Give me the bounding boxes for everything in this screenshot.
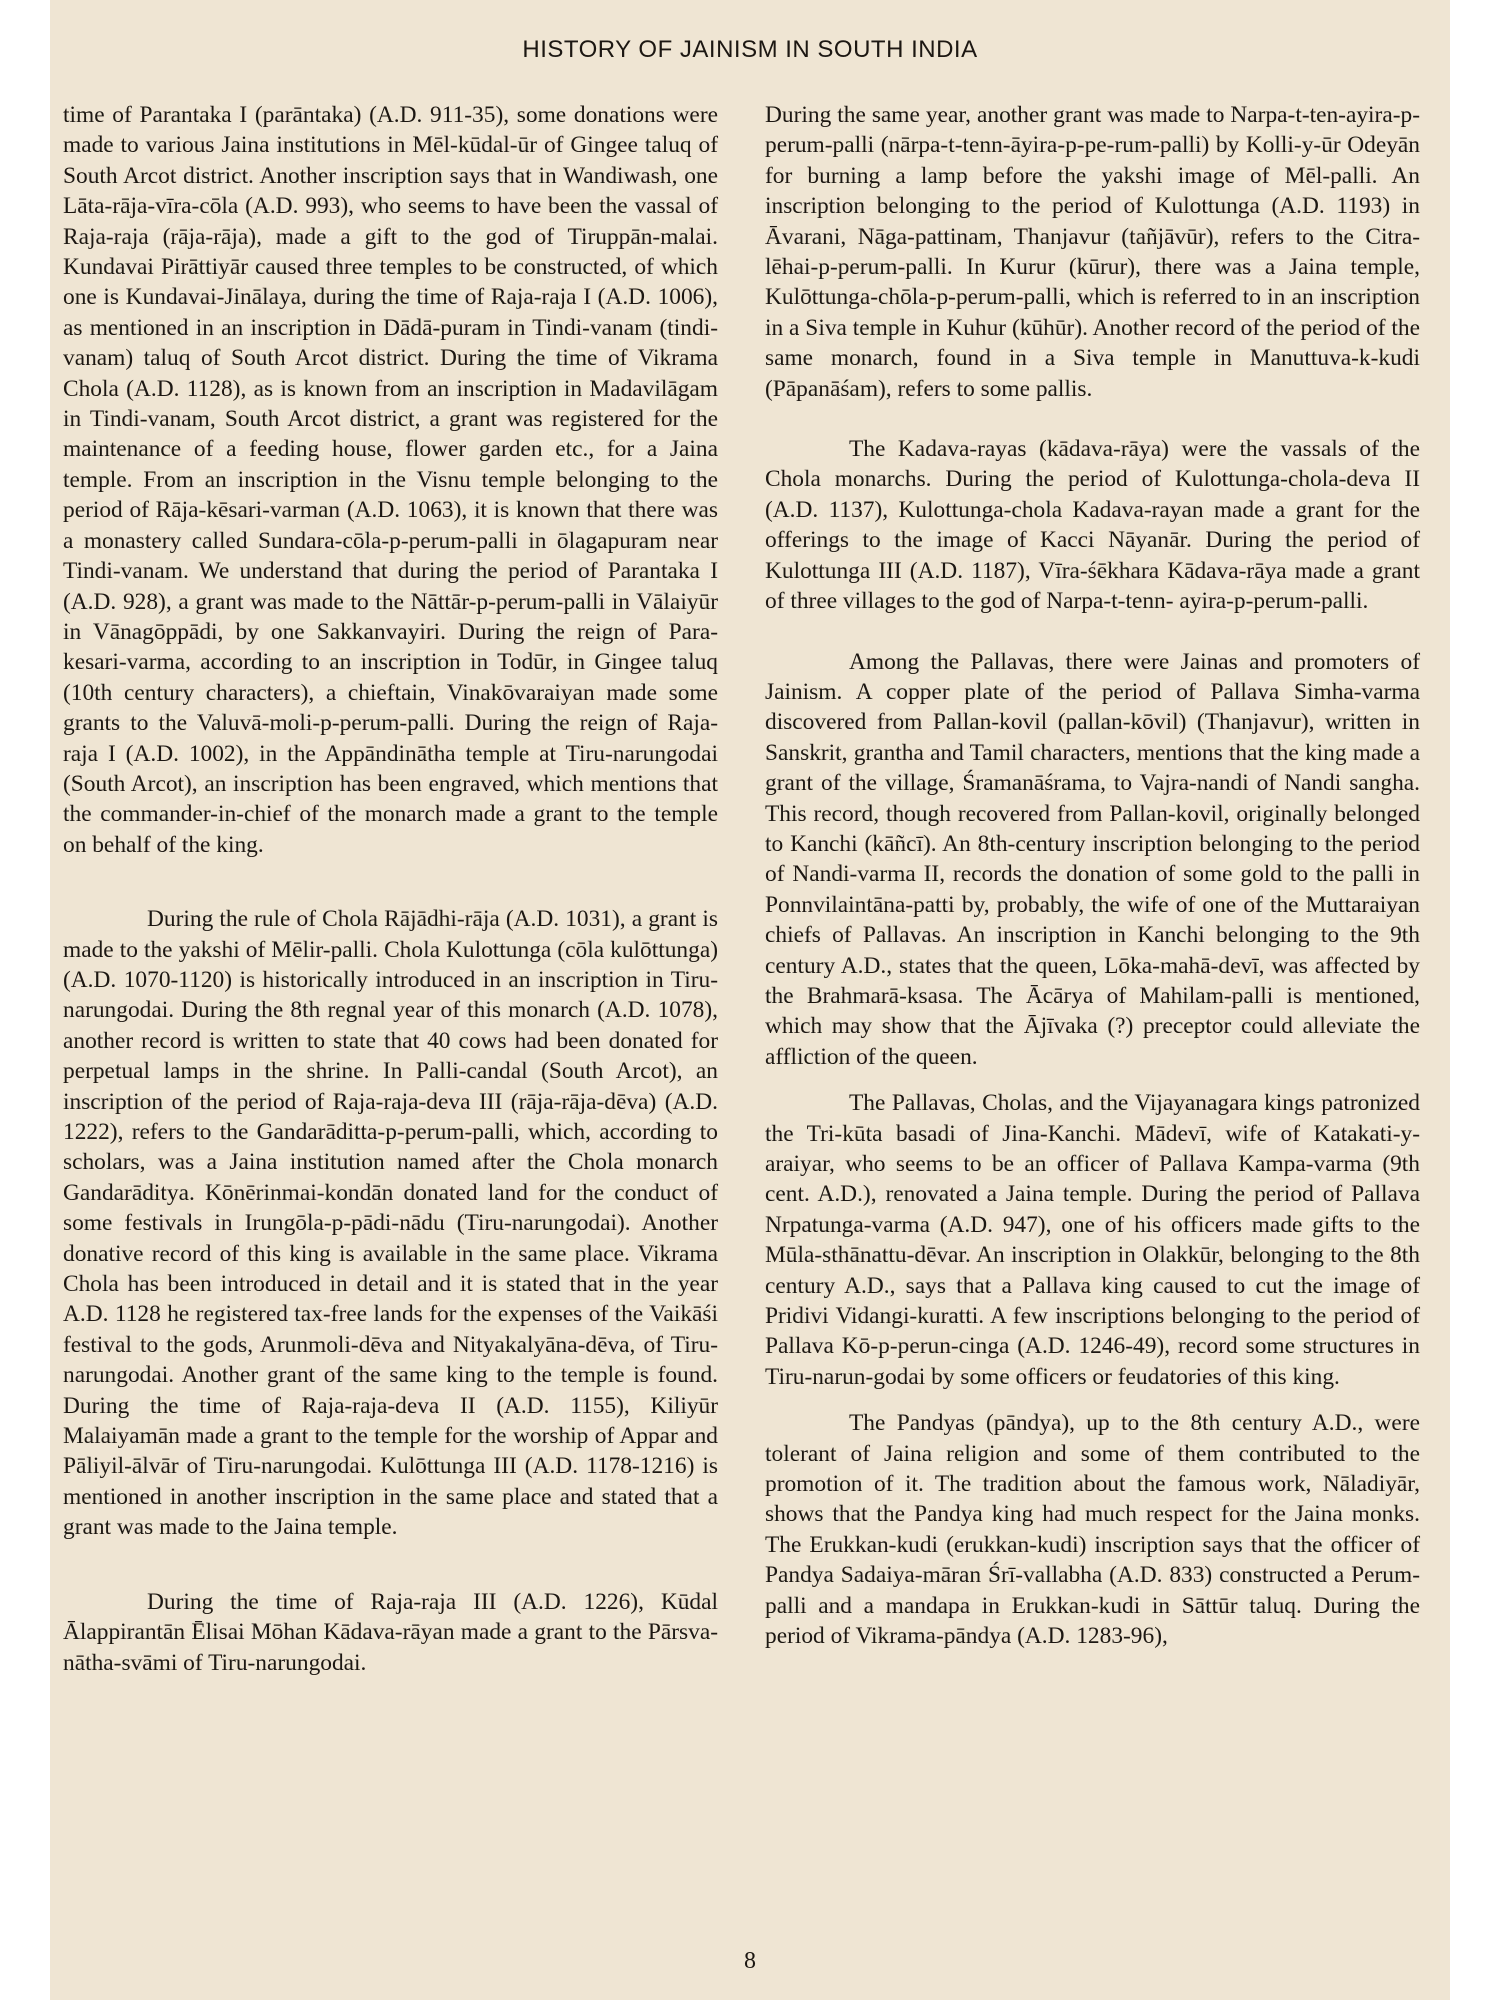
page-number: 8 bbox=[744, 1948, 756, 1974]
paragraph: time of Parantaka I (parāntaka) (A.D. 911-35), some donations were made to various Jaina institutions in Mēl-kūdal-ūr of Gingee taluq of South Arcot district. Another inscription says that in Wandiwash, one Lāta-rāja-vīra-cōla (A.D. 993), who seems to have been the vassal of Raja-raja (rāja-rāja), made a gift to the god of Tiruppān-malai. Kundavai Pirāttiyār caused three temples to be constructed, of which one is Kundavai-Jinālaya, during the time of Raja-raja I (A.D. 1006), as mentioned in an inscription in Dādā-puram in Tindi-vanam (tindi-vanam) taluq of South Arcot district. During the time of Vikrama Chola (A.D. 1128), as is known from an inscription in Madavilāgam in Tindi-vanam, South Arcot district, a grant was registered for the maintenance of a feeding house, flower garden etc., for a Jaina temple. From an inscription in the Visnu temple belonging to the period of Rāja-kēsari-varman (A.D. 1063), it is known that there was a monastery called Sundara-cōla-p-perum-palli in ōlagapuram near Tindi-vanam. We understand that during the period of Parantaka I (A.D. 928), a grant was made to the Nāttār-p-perum-palli in Vālaiyūr in Vānagōppādi, by one Sakkanvayiri. During the reign of Para-kesari-varma, according to an inscription in Todūr, in Gingee taluq (10th century characters), a chieftain, Vinakōvaraiyan made some grants to the Valuvā-moli-p-perum-palli. During the reign of Raja-raja I (A.D. 1002), in the Appāndinātha temple at Tiru-narungodai (South Arcot), an inscription has been engraved, which mentions that the commander-in-chief of the monarch made a grant to the temple on behalf of the king. bbox=[63, 102, 718, 858]
paragraph: During the rule of Chola Rājādhi-rāja (A.D. 1031), a grant is made to the yakshi of Mēlir-palli. Chola Kulottunga (cōla kulōttunga) (A.D. 1070-1120) is historically introduced in an inscription in Tiru-narungodai. During the 8th regnal year of this monarch (A.D. 1078), another record is written to state that 40 cows had been donated for perpetual lamps in the shrine. In Palli-candal (South Arcot), an inscription of the period of Raja-raja-deva III (rāja-rāja-dēva) (A.D. 1222), refers to the Gandarāditta-p-perum-palli, which, according to scholars, was a Jaina institution named after the Chola monarch Gandarāditya. Kōnērinmai-kondān donated land for the conduct of some festivals in Irungōla-p-pādi-nādu (Tiru-narungodai). Another donative record of this king is available in the same place. Vikrama Chola has been introduced in detail and it is stated that in the year A.D. 1128 he registered tax-free lands for the expenses of the Vaikāśi festival to the gods, Arunmoli-dēva and Nityakalyāna-dēva, of Tiru-narungodai. Another grant of the same king to the temple is found. During the time of Raja-raja-deva II (A.D. 1155), Kiliyūr Malaiyamān made a grant to the temple for the worship of Appar and Pāliyil-ālvār of Tiru-narungodai. Kulōttunga III (A.D. 1178-1216) is mentioned in another inscription in the same place and stated that a grant was made to the Jaina temple. bbox=[63, 906, 718, 1541]
paragraph: During the time of Raja-raja III (A.D. 1226), Kūdal Ālappirantān Ēlisai Mōhan Kādava-rāyan made a grant to the Pārsva-nātha-svāmi of Tiru-narungodai. bbox=[63, 1588, 718, 1676]
paragraph: The Pallavas, Cholas, and the Vijayanagara kings patronized the Tri-kūta basadi of Jina-Kanchi. Mādevī, wife of Katakati-y-araiyar, who seems to be an officer of Pallava Kampa-varma (9th cent. A.D.), renovated a Jaina temple. During the period of Pallava Nrpatunga-varma (A.D. 947), one of his officers made gifts to the Mūla-sthānattu-dēvar. An inscription in Olakkūr, belonging to the 8th century A.D., says that a Pallava king caused to cut the image of Pridivi Vidangi-kuratti. A few inscriptions belonging to the period of Pallava Kō-p-perun-cinga (A.D. 1246-49), record some structures in Tiru-narun-godai by some officers or feudatories of this king. bbox=[765, 1090, 1420, 1390]
document-page bbox=[50, 0, 1450, 2000]
paragraph: During the same year, another grant was made to Narpa-t-ten-ayira-p-perum-palli (nārpa-t-tenn-āyira-p-pe-rum-palli) by Kolli-y-ūr Odeyān for burning a lamp before the yakshi image of Mēl-palli. An inscription belonging to the period of Kulottunga (A.D. 1193) in Āvarani, Nāga-pattinam, Thanjavur (tañjāvūr), refers to the Citra-lēhai-p-perum-palli. In Kurur (kūrur), there was a Jaina temple, Kulōttunga-chōla-p-perum-palli, which is referred to in an inscription in a Siva temple in Kuhur (kūhūr). Another record of the period of the same monarch, found in a Siva temple in Manuttuva-k-kudi (Pāpanāśam), refers to some pallis. bbox=[765, 102, 1420, 402]
paragraph: The Kadava-rayas (kādava-rāya) were the vassals of the Chola monarchs. During the period of Kulottunga-chola-deva II (A.D. 1137), Kulottunga-chola Kadava-rayan made a grant for the offerings to the image of Kacci Nāyanār. During the period of Kulottunga III (A.D. 1187), Vīra-śēkhara Kādava-rāya made a grant of three villages to the god of Narpa-t-tenn- ayira-p-perum-palli. bbox=[765, 436, 1420, 615]
paragraph: The Pandyas (pāndya), up to the 8th century A.D., were tolerant of Jaina religion and some of them contributed to the promotion of it. The tradition about the famous work, Nāladiyār, shows that the Pandya king had much respect for the Jaina monks. The Erukkan-kudi (erukkan-kudi) inscription says that the officer of Pandya Sadaiya-māran Śrī-vallabha (A.D. 833) constructed a Perum-palli and a mandapa in Erukkan-kudi in Sāttūr taluq. During the period of Vikrama-pāndya (A.D. 1283-96), bbox=[765, 1410, 1420, 1650]
right-column bbox=[765, 100, 1420, 1652]
paragraph: Among the Pallavas, there were Jainas and promoters of Jainism. A copper plate of the period of Pallava Simha-varma discovered from Pallan-kovil (pallan-kōvil) (Thanjavur), written in Sanskrit, grantha and Tamil characters, mentions that the king made a grant of the village, Śramanāśrama, to Vajra-nandi of Nandi sangha. This record, though recovered from Pallan-kovil, originally belonged to Kanchi (kāñcī). An 8th-century inscription belonging to the period of Nandi-varma II, records the donation of some gold to the palli in Ponnvilaintāna-patti by, probably, the wife of one of the Muttaraiyan chiefs of Pallavas. An inscription in Kanchi belonging to the 9th century A.D., states that the queen, Lōka-mahā-devī, was affected by the Brahmarā-ksasa. The Ācārya of Mahilam-palli is mentioned, which may show that the Ājīvaka (?) preceptor could alleviate the affliction of the queen. bbox=[765, 648, 1420, 1070]
running-header: HISTORY OF JAINISM IN SOUTH INDIA bbox=[522, 36, 978, 63]
left-column bbox=[63, 100, 718, 1678]
